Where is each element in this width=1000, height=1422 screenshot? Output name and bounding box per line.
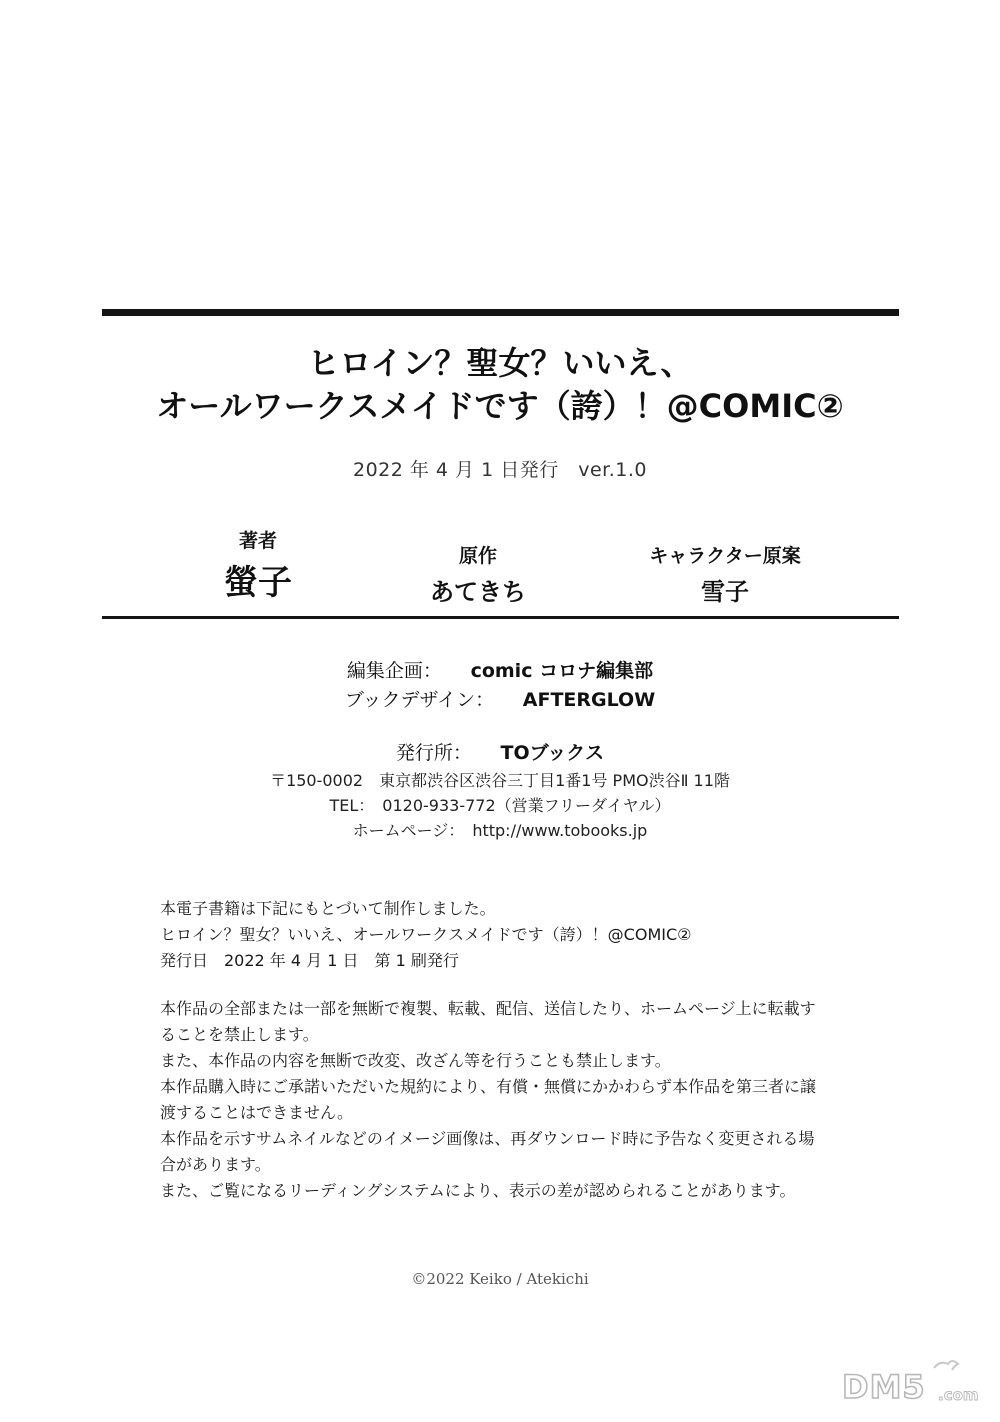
watermark-suffix: .com (938, 1386, 979, 1404)
original-name: あてきち (430, 578, 526, 606)
legal-note: 本作品を示すサムネイルなどのイメージ画像は、再ダウンロード時に予告なく変更される場 (160, 1129, 815, 1148)
copyright: ©2022 Keiko / Atekichi (411, 1270, 589, 1288)
credit-author (188, 526, 328, 604)
original-role: 原作 (458, 545, 497, 567)
author-name: 螢子 (224, 563, 292, 603)
book-design-credit (0, 685, 1000, 712)
legal-note: 本作品の全部または一部を無断で複製、転載、配信、送信したり、ホームページ上に転載す (160, 999, 816, 1018)
book-design-label: ブックデザイン： (344, 689, 495, 711)
character-design-role: キャラクター原案 (649, 545, 801, 567)
legal-note: ることを禁止します。 (160, 1025, 319, 1044)
editorial-credit (0, 656, 1000, 683)
postal-address: 〒150-0002 東京都渋谷区渋谷三丁目1番1号 PMO渋谷Ⅱ 11階 (270, 771, 730, 790)
title-line-2: オールワークスメイドです（誇）！@COMIC② (156, 387, 844, 425)
legal-note: また、本作品の内容を無断で改変、改ざん等を行うことも禁止します。 (160, 1051, 671, 1070)
legal-note: 本作品購入時にご承諾いただいた規約により、有償・無償にかかわらず本作品を第三者に譲 (160, 1077, 817, 1096)
section-divider (102, 616, 899, 619)
ebook-note: ヒロイン？聖女？いいえ、オールワークスメイドです（誇）！@COMIC② (160, 925, 692, 944)
publisher-value: TOブックス (500, 742, 605, 764)
watermark-text: DM5 (842, 1368, 926, 1406)
editorial-value: comic コロナ編集部 (470, 660, 654, 682)
ebook-note: 発行日 2022 年 4 月 1 日 第 1 刷発行 (160, 951, 459, 970)
notes-block (160, 896, 860, 1204)
dm5-watermark-logo (838, 1360, 988, 1408)
publication-date: 2022 年 4 月 1 日発行 ver.1.0 (353, 459, 647, 481)
book-design-value: AFTERGLOW (522, 689, 656, 711)
ebook-note: 本電子書籍は下記にもとづいて制作しました。 (160, 899, 496, 918)
telephone: TEL： 0120-933-772（営業フリーダイヤル） (329, 796, 671, 815)
mascot-icon (934, 1361, 958, 1370)
editorial-label: 編集企画： (346, 660, 442, 682)
top-rule (102, 309, 899, 316)
legal-note: 合があります。 (160, 1155, 271, 1174)
publisher-credit (0, 738, 1000, 765)
author-role: 著者 (238, 530, 277, 552)
character-design-name: 雪子 (701, 578, 749, 606)
homepage-link[interactable]: ホームページ： http://www.tobooks.jp (352, 821, 648, 840)
publisher-label: 発行所： (395, 742, 472, 764)
legal-note: 渡することはできません。 (160, 1103, 353, 1122)
title-line-1: ヒロイン？聖女？いいえ、 (307, 344, 693, 382)
notes-spacer (160, 974, 860, 996)
legal-note: また、ご覧になるリーディングシステムにより、表示の差が認められることがあります。 (160, 1181, 796, 1200)
watermark-logo-icon (838, 1360, 988, 1408)
credit-character-design (620, 541, 830, 607)
credit-original (398, 541, 558, 607)
